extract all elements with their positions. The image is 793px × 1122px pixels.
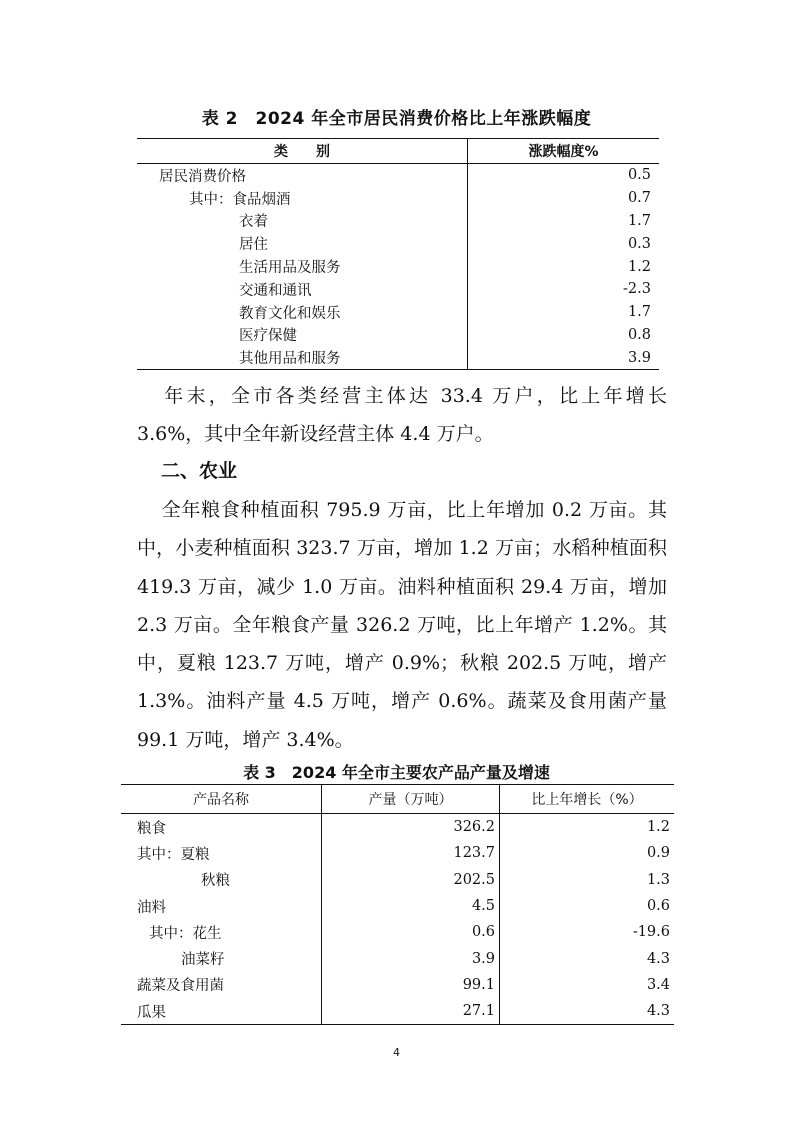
table-header-row: [137, 139, 659, 164]
product-name: 其中：夏粮: [121, 840, 322, 866]
table-row: [121, 945, 674, 971]
product-growth: 3.4: [646, 976, 670, 993]
table-row: [137, 301, 659, 324]
product-growth: 0.6: [646, 898, 670, 915]
column-header-change: 涨跌幅度%: [468, 139, 660, 164]
row-value: 1.7: [627, 212, 651, 229]
row-value: 0.7: [627, 190, 651, 207]
table-row: [121, 867, 674, 893]
product-output: 326.2: [322, 814, 500, 841]
row-value: 0.3: [627, 235, 651, 252]
row-value: 0.5: [627, 167, 651, 184]
row-value: 1.7: [627, 304, 651, 321]
product-name: 粮食: [121, 814, 322, 841]
product-name: 油菜籽: [121, 945, 322, 971]
table-row: [121, 919, 674, 945]
product-name: 蔬菜及食用菌: [121, 972, 322, 998]
product-output: 202.5: [322, 867, 500, 893]
row-label: 生活用品及服务: [137, 255, 468, 278]
column-header-output: 产量（万吨）: [322, 785, 500, 814]
product-output: 4.5: [322, 893, 500, 919]
product-output: 27.1: [322, 998, 500, 1025]
product-output: 123.7: [322, 840, 500, 866]
column-header-product: 产品名称: [121, 785, 322, 814]
row-label: 其他用品和服务: [137, 346, 468, 369]
row-label: 其中：食品烟酒: [137, 187, 468, 210]
row-label: 交通和通讯: [137, 278, 468, 301]
product-output: 3.9: [322, 945, 500, 971]
product-name: 瓜果: [121, 998, 322, 1025]
table-row: [137, 278, 659, 301]
row-label: 医疗保健: [137, 324, 468, 347]
table-row: [121, 814, 674, 841]
row-value: -2.3: [623, 281, 651, 298]
column-header-growth: 比上年增长（%）: [500, 785, 675, 814]
row-label: 衣着: [137, 210, 468, 233]
page-number: 4: [393, 1046, 400, 1059]
product-growth: 4.3: [646, 950, 670, 967]
product-growth: 1.2: [646, 819, 670, 836]
business-entities-paragraph: 年末，全市各类经营主体达 33.4 万户，比上年增长 3.6%，其中全年新设经营主体 4.4 万户。: [137, 385, 667, 446]
table-row: [121, 840, 674, 866]
product-growth: 1.3: [646, 871, 670, 888]
product-growth: -19.6: [632, 924, 670, 941]
table3-title: 表 3 2024 年全市主要农产品产量及增速: [243, 763, 550, 782]
agri-output-table: [121, 784, 674, 1025]
row-label: 教育文化和娱乐: [137, 301, 468, 324]
table-row: [137, 164, 659, 187]
product-growth: 4.3: [500, 998, 675, 1025]
product-output: 99.1: [322, 972, 500, 998]
product-growth: 0.9: [646, 845, 670, 862]
product-output: 0.6: [322, 919, 500, 945]
table-row: [137, 324, 659, 347]
table-row: [121, 972, 674, 998]
row-value: 0.8: [627, 326, 651, 343]
row-value: 1.2: [627, 258, 651, 275]
product-name: 秋粮: [121, 867, 322, 893]
agriculture-paragraph: 全年粮食种植面积 795.9 万亩，比上年增加 0.2 万亩。其中，小麦种植面积 323.7 万亩，增加 1.2 万亩；水稻种植面积 419.3 万亩，减少 1.0 万亩。油料种植面积 29.4 万亩，增加 2.3 万亩。全年粮食产量 326.2 万吨，比上年增产 1.2%。其中，夏粮 123.7 万吨，增产 0.9%；秋粮 202.5 万吨，增产 1.3%。油料产量 4.5 万吨，增产 0.6%。蔬菜及食用菌产量 99.1 万吨，增产 3.4%。: [137, 499, 667, 751]
table-row: [137, 255, 659, 278]
table2-title: 表 2 2024 年全市居民消费价格比上年涨跌幅度: [201, 109, 592, 129]
cpi-table: [137, 138, 659, 370]
section-heading-agriculture: 二、农业: [161, 460, 238, 482]
column-header-category: 类 别: [137, 139, 468, 164]
product-name: 油料: [121, 893, 322, 919]
table-row: [137, 232, 659, 255]
product-name: 其中：花生: [121, 919, 322, 945]
row-label: 居住: [137, 232, 468, 255]
table-row: [137, 187, 659, 210]
row-value: 3.9: [468, 346, 660, 369]
row-label: 居民消费价格: [137, 164, 468, 187]
table-row: [137, 210, 659, 233]
table-row: [121, 893, 674, 919]
table-row: [137, 346, 659, 369]
table-row: [121, 998, 674, 1025]
table-header-row: [121, 785, 674, 814]
